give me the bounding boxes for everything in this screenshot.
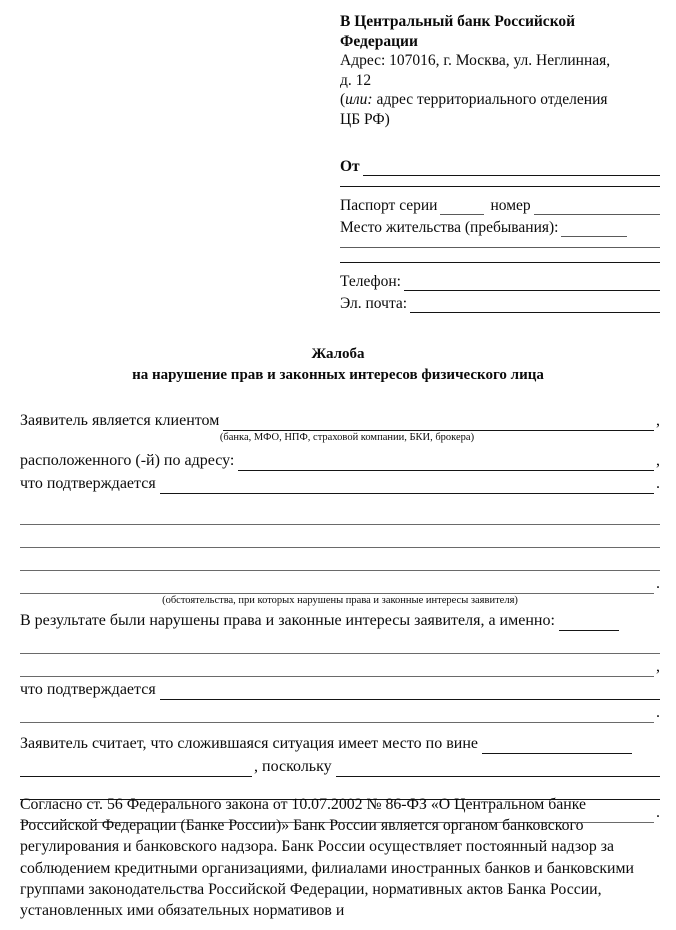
document-title: Жалоба	[311, 346, 365, 362]
because-row	[20, 754, 660, 777]
confirmed-trailing-period: .	[656, 475, 660, 492]
confirmed2-input-line-2[interactable]	[20, 706, 654, 723]
phone-row	[340, 269, 660, 291]
circumstances-row-1	[20, 502, 660, 525]
address-trailing-comma: ,	[656, 452, 660, 469]
passport-number-label: номер	[490, 197, 531, 214]
violation-input-line-2[interactable]	[20, 637, 660, 654]
confirmed-label: что подтверждается	[20, 475, 156, 492]
alt-rest: адрес территориального отделения	[372, 91, 608, 108]
fault-label: Заявитель считает, что сложившаяся ситуация имеет место по вине	[20, 735, 479, 752]
circumstances-row-4	[20, 571, 660, 594]
address-row	[20, 448, 660, 471]
violation-trailing-comma: ,	[656, 658, 660, 675]
fault-input-line[interactable]	[482, 737, 632, 754]
addressee-block	[340, 12, 660, 129]
passport-number-input-line[interactable]	[534, 199, 660, 215]
client-input-line[interactable]	[223, 414, 654, 431]
alt-italic-marker: или:	[345, 91, 373, 108]
circumstances-trailing-period: .	[656, 575, 660, 592]
confirmed2-row	[20, 677, 660, 700]
violation-input-line[interactable]	[559, 614, 619, 631]
address-label: расположенного (-й) по адресу:	[20, 452, 235, 469]
circumstances-input-line-2[interactable]	[20, 531, 660, 548]
addressee-alternate-line	[340, 90, 660, 110]
addressee-alternate-line-2: ЦБ РФ)	[340, 110, 390, 128]
client-caption: (банка, МФО, НПФ, страховой компании, БКИ, брокера)	[219, 432, 475, 443]
client-label: Заявитель является клиентом	[20, 412, 220, 429]
phone-input-line[interactable]	[404, 275, 660, 291]
from-label: От	[340, 158, 360, 175]
residence-input-line[interactable]	[561, 221, 627, 237]
spacer	[340, 237, 660, 247]
spacer	[340, 248, 660, 262]
confirmed-row	[20, 471, 660, 494]
violation-row	[20, 608, 660, 631]
email-row	[340, 291, 660, 313]
fault-input-line-2[interactable]	[20, 760, 252, 777]
from-input-line[interactable]	[363, 160, 660, 176]
email-label: Эл. почта:	[340, 295, 408, 312]
violation-input-line-3[interactable]	[20, 660, 654, 677]
confirmed2-input-line[interactable]	[160, 683, 660, 700]
email-input-line[interactable]	[410, 297, 660, 313]
title-block	[0, 344, 676, 386]
body-block	[20, 408, 660, 823]
circumstances-input-line-4[interactable]	[20, 577, 654, 594]
fault-trailing-period: .	[656, 804, 660, 821]
because-label: , поскольку	[254, 758, 332, 775]
passport-row	[340, 193, 660, 215]
circumstances-row-2	[20, 525, 660, 548]
circumstances-row-3	[20, 548, 660, 571]
spacer	[340, 176, 660, 186]
statute-paragraph: Согласно ст. 56 Федерального закона от 10.07.2002 № 86-ФЗ «О Центральном банке Российской Федерации (Банке России)» Банк России является органом банковского регулирования и банковского надзора. Банк России осуществляет постоянный надзор за соблюдением кредитными организациями, филиалами иностранных банков и банковскими группами законодательства Российской Федерации, нормативных актов Банка России, установленных ими обязательных нормативов и	[20, 796, 634, 920]
client-trailing-comma: ,	[656, 412, 660, 429]
violation-row-3	[20, 654, 660, 677]
residence-row	[340, 215, 660, 237]
addressee-address-line-2: д. 12	[340, 71, 372, 89]
confirmed2-label: что подтверждается	[20, 681, 156, 698]
violation-row-2	[20, 631, 660, 654]
addressee-line-2: Федерации	[340, 32, 418, 50]
spacer	[20, 723, 660, 731]
phone-label: Телефон:	[340, 273, 401, 290]
circumstances-caption: (обстоятельства, при которых нарушены права и законные интересы заявителя)	[162, 595, 518, 606]
confirmed-input-line[interactable]	[160, 477, 654, 494]
addressee-address-line: Адрес: 107016, г. Москва, ул. Неглинная,	[340, 52, 611, 69]
violation-label: В результате были нарушены права и законные интересы заявителя, а именно:	[20, 612, 555, 629]
passport-series-label: Паспорт серии	[340, 197, 438, 214]
addressee-line-1: В Центральный банк Российской	[340, 13, 576, 30]
client-row	[20, 408, 660, 431]
residence-label: Место жительства (пребывания):	[340, 219, 559, 236]
circumstances-input-line-3[interactable]	[20, 554, 660, 571]
spacer	[20, 494, 660, 502]
because-input-line[interactable]	[336, 760, 660, 777]
requisites-block	[340, 152, 660, 313]
document-subtitle: на нарушение прав и законных интересов физического лица	[132, 367, 544, 383]
from-row	[340, 152, 660, 176]
alt-paren-open: (	[340, 91, 346, 108]
confirmed2-row-2	[20, 700, 660, 723]
confirmed2-trailing-period: .	[656, 704, 660, 721]
address-input-line[interactable]	[238, 454, 654, 471]
fault-row	[20, 731, 660, 754]
passport-series-input-line[interactable]	[440, 199, 484, 215]
circumstances-input-line-1[interactable]	[20, 508, 660, 525]
